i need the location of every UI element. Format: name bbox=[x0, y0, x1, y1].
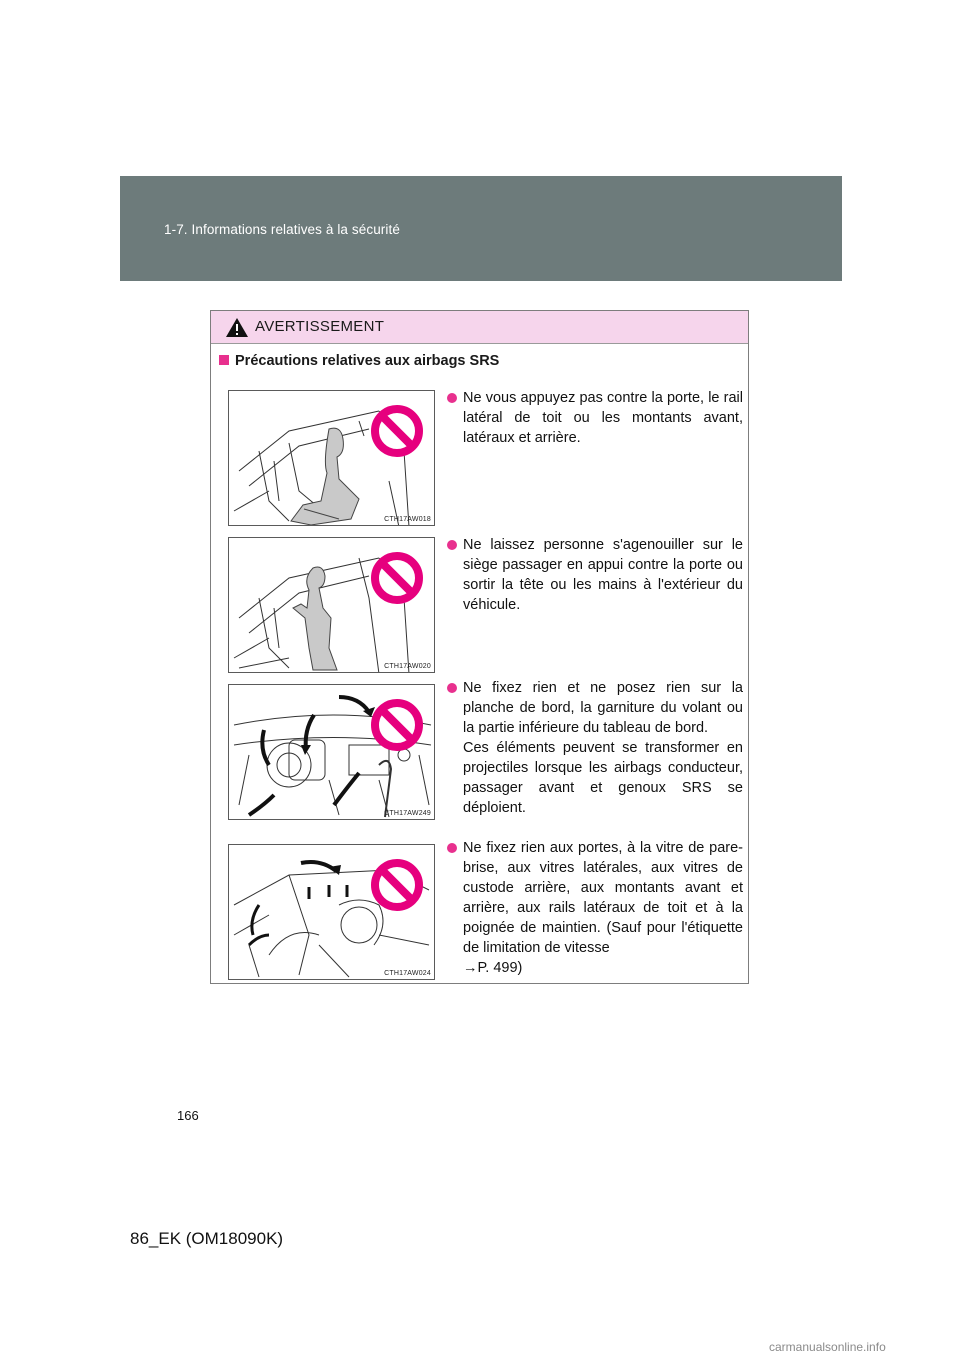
warning-box bbox=[210, 310, 749, 984]
section-heading-text: Précautions relatives aux airbags SRS bbox=[235, 353, 500, 369]
bullet-item bbox=[447, 388, 743, 448]
warning-title: AVERTISSEMENT bbox=[255, 318, 385, 335]
prohibition-icon bbox=[369, 697, 425, 753]
warning-header bbox=[211, 311, 748, 344]
bullet-text: Ne laissez personne s'agenouiller sur le siège passager en appui contre la porte ou sortir la tête ou les mains à l'extérieur du véhicule. bbox=[463, 537, 743, 613]
warning-triangle-icon bbox=[225, 317, 249, 338]
chapter-title: 1-7. Informations relatives à la sécurité bbox=[164, 222, 400, 237]
prohibition-icon bbox=[369, 550, 425, 606]
bullet-text: Ne vous appuyez pas contre la porte, le rail latéral de toit ou les montants avant, latéraux et arrière. bbox=[463, 390, 743, 446]
bullet-dot-icon bbox=[447, 540, 457, 550]
page-reference: →P. 499) bbox=[463, 960, 523, 976]
bullet-text: Ne fixez rien aux portes, à la vitre de pare-brise, aux vitres latérales, aux vitres de custode arrière, aux montants avant et arrière, aux rails latéraux de toit et à la poignée de maintien. (Sauf pour l'étiquette de limitation de vitesse bbox=[463, 840, 743, 956]
prohibition-icon bbox=[369, 857, 425, 913]
bullet-text-continued: Ces éléments peuvent se transformer en projectiles lorsque les airbags conducteur, passager avant et genoux SRS se déploient. bbox=[463, 740, 743, 816]
bullet-item bbox=[447, 535, 743, 615]
illustration-lean-door bbox=[228, 390, 435, 526]
illustration-code: CTH17AW018 bbox=[384, 516, 431, 523]
illustration-dashboard bbox=[228, 684, 435, 820]
bullet-dot-icon bbox=[447, 683, 457, 693]
watermark: carmanualsonline.info bbox=[769, 1340, 886, 1354]
square-bullet-icon bbox=[219, 355, 229, 365]
illustration-code: CTH17AW020 bbox=[384, 663, 431, 670]
page-number: 166 bbox=[177, 1108, 199, 1123]
prohibition-icon bbox=[369, 403, 425, 459]
bullet-item bbox=[447, 838, 743, 978]
manual-code: 86_EK (OM18090K) bbox=[130, 1229, 284, 1248]
illustration-code: CTH17AW024 bbox=[384, 970, 431, 977]
bullet-dot-icon bbox=[447, 843, 457, 853]
chapter-header bbox=[120, 176, 842, 281]
section-heading bbox=[219, 353, 499, 369]
bullet-item bbox=[447, 678, 743, 818]
illustration-kneel-seat bbox=[228, 537, 435, 673]
bullet-dot-icon bbox=[447, 393, 457, 403]
illustration-interior bbox=[228, 844, 435, 980]
illustration-code: CTH17AW249 bbox=[384, 810, 431, 817]
bullet-text: Ne fixez rien et ne posez rien sur la planche de bord, la garniture du volant ou la partie inférieure du tableau de bord. bbox=[463, 680, 743, 736]
